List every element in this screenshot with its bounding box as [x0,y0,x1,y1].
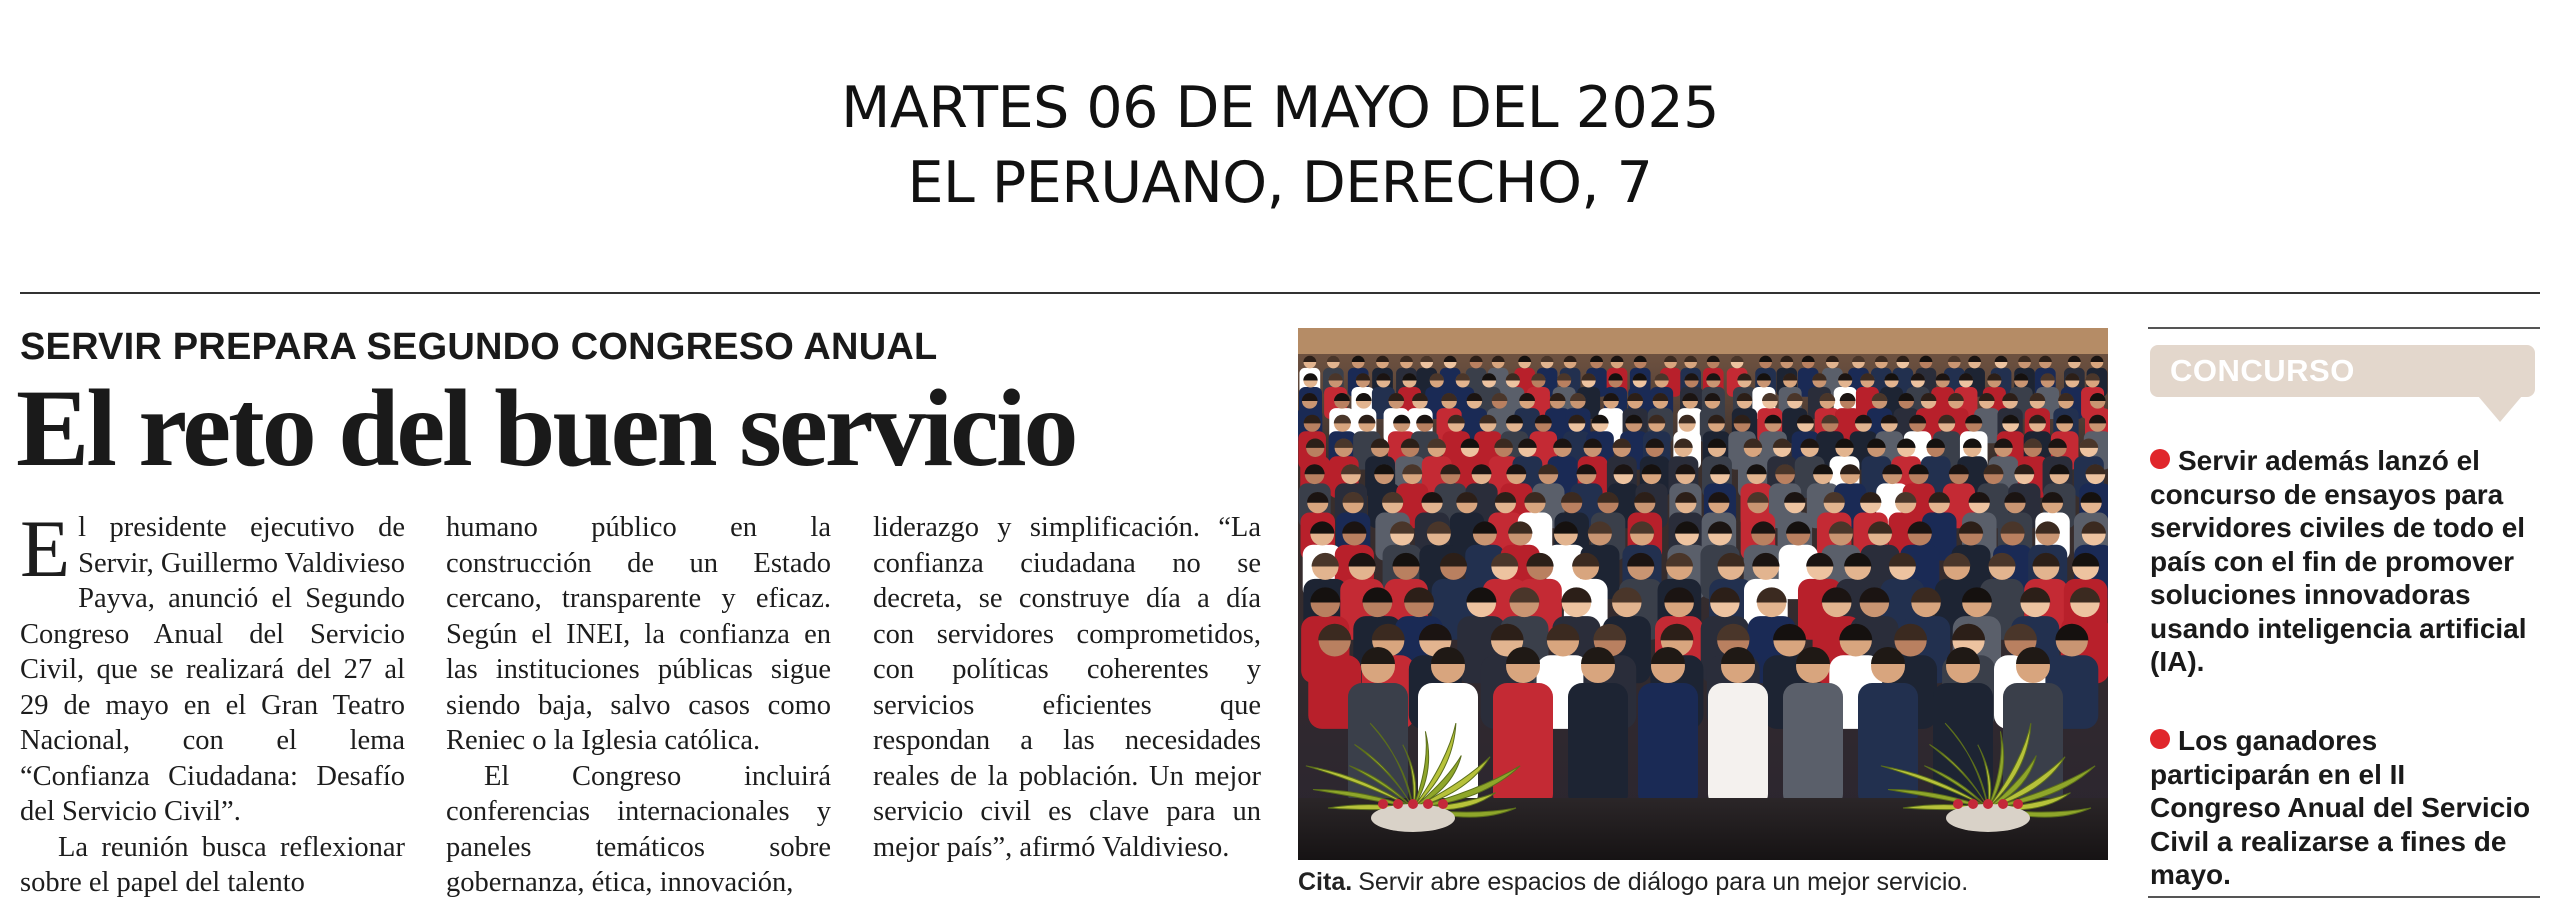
plant-flower [1983,799,1993,809]
col1-paragraph-2: La reunión busca reflexionar sobre el papel del talento [20,831,405,898]
caption-label: Cita. [1298,868,1353,896]
front-person-body [1493,683,1553,808]
front-person-body [1708,683,1768,808]
article-column-3 [873,510,1261,865]
sidebar-item-1 [2150,444,2542,679]
article-kicker: SERVIR PREPARA SEGUNDO CONGRESO ANUAL [20,326,938,368]
sidebar-tag-notch [2478,396,2522,422]
date-line: MARTES 06 DE MAYO DEL 2025 [841,75,1719,141]
drop-cap: E [20,503,71,594]
section-line: EL PERUANO, DERECHO, 7 [907,150,1653,216]
red-bullet-icon [2150,729,2170,749]
plant-flower [1378,799,1388,809]
plant-flower [1393,799,1403,809]
plant-flower [1438,799,1448,809]
article-column-2 [446,510,831,901]
front-person-body [1568,683,1628,808]
col1-paragraph-1: l presidente ejecutivo de Servir, Guillermo Valdivieso Payva, anunció el Segundo Congreso Anual del Servicio Civil, que se realizará del 27 al 29 de mayo en el Gran Teatro Nacional, con el lema “Confianza Ciudadana: Desafío del Servicio Civil”. [20,512,405,827]
plant-flower [2013,799,2023,809]
plant-flower [1408,799,1418,809]
sidebar-tag [2150,345,2535,397]
sidebar-tag-label: CONCURSO [2170,353,2355,388]
sidebar-bottom-rule [2148,896,2540,898]
plant-flower [1423,799,1433,809]
plant-flower [1968,799,1978,809]
front-person-body [1783,683,1843,808]
col2-paragraph-2: El Congreso incluirá conferencias internacionales y paneles temáticos sobre gobernanza, ética, innovación, [446,760,831,898]
sidebar-item-1-text: Servir además lanzó el concurso de ensayos para servidores civiles de todo el país con el fin de promover soluciones innovadoras usando inteligencia artificial (IA). [2150,445,2527,677]
group-photo [1298,328,2108,860]
red-bullet-icon [2150,449,2170,469]
front-person-body [1638,683,1698,808]
sidebar-item-2-text: Los ganadores participarán en el II Congreso Anual del Servicio Civil a realizarse a fines de mayo. [2150,725,2531,890]
article-headline: El reto del buen servicio [16,367,1076,489]
col3-paragraph-1: liderazgo y simplificación. “La confianza ciudadana no se decreta, se construye día a día con servidores comprometidos, con políticas coherentes y servicios eficientes que respondan a las necesidades reales de la población. Un mejor servicio civil es clave para un mejor país”, afirmó Valdivieso. [873,512,1261,863]
sidebar-item-2 [2150,724,2542,892]
plant-flower [1953,799,1963,809]
caption-text: Servir abre espacios de diálogo para un mejor servicio. [1358,868,1969,896]
plant-flower [1998,799,2008,809]
col2-paragraph-1: humano público en la construcción de un Estado cercano, transparente y eficaz. Según el INEI, la confianza en las instituciones públicas sigue siendo baja, salvo casos como Reniec o la Iglesia católica. [446,512,831,756]
article-column-1 [20,503,405,901]
sidebar-top-rule [2148,327,2540,329]
top-divider [20,292,2540,294]
photo-caption [1298,868,2118,897]
